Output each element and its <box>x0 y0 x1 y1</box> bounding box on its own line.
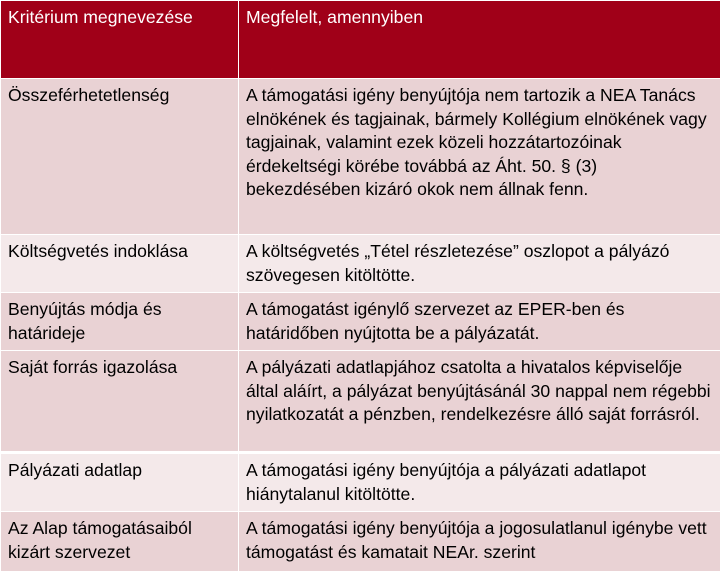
condition-cell: A pályázati adatlapjához csatolta a hivatalos képviselője által aláírt, a pályázat benyújtásánál 30 nappal nem régebbi nyilatkozatát a pénzben, rendelkezésre álló saját forrásról. <box>239 351 720 453</box>
table-row <box>1 351 720 453</box>
table-row <box>1 235 720 293</box>
table-row <box>1 453 720 512</box>
criterion-cell: Benyújtás módja és határideje <box>1 293 239 351</box>
table-row <box>1 512 720 572</box>
criterion-cell: Az Alap támogatásaiból kizárt szervezet <box>1 512 239 572</box>
condition-cell: A támogatási igény benyújtója a jogosulatlanul igénybe vett támogatást és kamatait NEAr. szerint <box>239 512 720 572</box>
table-header-row <box>1 1 720 79</box>
criterion-cell: Saját forrás igazolása <box>1 351 239 453</box>
header-criterion-name: Kritérium megnevezése <box>1 1 239 79</box>
criterion-cell: Költségvetés indoklása <box>1 235 239 293</box>
table-row <box>1 293 720 351</box>
criterion-cell: Pályázati adatlap <box>1 453 239 512</box>
header-condition: Megfelelt, amennyiben <box>239 1 720 79</box>
condition-cell: A támogatást igénylő szervezet az EPER-ben és határidőben nyújtotta be a pályázatát. <box>239 293 720 351</box>
condition-cell: A támogatási igény benyújtója nem tartozik a NEA Tanács elnökének és tagjainak, bármely Kollégium elnökének vagy tagjainak, valamint ezek közeli hozzátartozóinak érdekeltségi körébe továbbá az Áht. 50. § (3) bekezdésében kizáró okok nem állnak fenn. <box>239 79 720 235</box>
condition-cell: A támogatási igény benyújtója a pályázati adatlapot hiánytalanul kitöltötte. <box>239 453 720 512</box>
table-row <box>1 79 720 235</box>
condition-cell: A költségvetés „Tétel részletezése” oszlopot a pályázó szövegesen kitöltötte. <box>239 235 720 293</box>
criterion-cell: Összeférhetetlenség <box>1 79 239 235</box>
